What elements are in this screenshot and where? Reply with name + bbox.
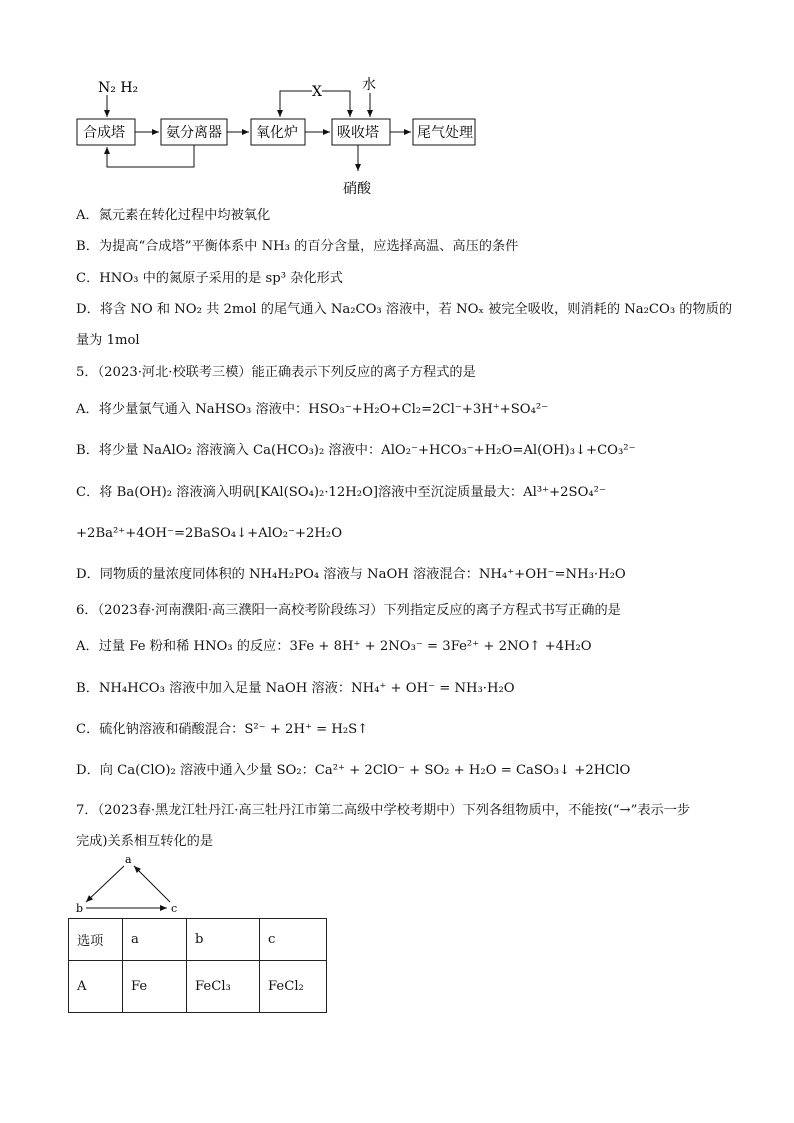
flow-box-synthesis [77,119,135,145]
q4-option-d-line1: D．将含 NO 和 NO₂ 共 2mol 的尾气通入 Na₂CO₃ 溶液中，若 NOₓ 被完全吸收，则消耗的 Na₂CO₃ 的物质的 [76,302,733,317]
svg-text:氧化炉: 氧化炉 [256,125,298,141]
flow-box-ammonia-separator [161,119,227,145]
flow-acid-label: 硝酸 [343,181,371,197]
q6-option-a: A．过量 Fe 粉和稀 HNO₃ 的反应：3Fe + 8H⁺ + 2NO₃⁻ = 3Fe²⁺ + 2NO↑ +4H₂O [76,639,592,654]
q6-option-c: C．硫化钠溶液和硝酸混合：S²⁻ + 2H⁺ = H₂S↑ [76,722,369,737]
q5-option-d: D．同物质的量浓度同体积的 NH₄H₂PO₄ 溶液与 NaOH 溶液混合：NH₄⁺+OH⁻=NH₃·H₂O [76,567,626,582]
svg-text:吸收塔: 吸收塔 [337,125,379,141]
table-cell: FeCl₃ [187,961,260,1013]
q5-option-b: B．将少量 NaAlO₂ 溶液滴入 Ca(HCO₃)₂ 溶液中：AlO₂⁻+HCO₃⁻+H₂O=Al(OH)₃↓+CO₃²⁻ [76,443,636,458]
process-flow-diagram [70,72,490,202]
q6-title: 6．（2023春·河南濮阳·高三濮阳一高校考阶段练习）下列指定反应的离子方程式书写正确的是 [76,603,621,618]
q4-option-d-line2: 量为 1mol [76,333,140,348]
triangle-label-a: a [125,853,132,866]
q7-title-line1: 7．（2023春·黑龙江牡丹江·高三牡丹江市第二高级中学校考期中）下列各组物质中，不能按(“→”表示一步 [76,803,691,818]
abc-triangle-diagram [70,852,190,916]
table-header-cell: b [187,919,260,961]
q5-option-c-line1: C．将 Ba(OH)₂ 溶液滴入明矾[KAl(SO₄)₂·12H₂O]溶液中至沉淀质量最大：Al³⁺+2SO₄²⁻ [76,485,606,500]
q5-option-a: A．将少量氯气通入 NaHSO₃ 溶液中：HSO₃⁻+H₂O+Cl₂=2Cl⁻+3H⁺+SO₄²⁻ [76,402,549,417]
q7-options-table [68,918,327,1013]
table-header-cell: a [123,919,187,961]
table-cell: Fe [123,961,187,1013]
q6-option-d: D．向 Ca(ClO)₂ 溶液中通入少量 SO₂：Ca²⁺ + 2ClO⁻ + SO₂ + H₂O = CaSO₃↓ +2HClO [76,763,631,778]
flow-box-oxidation-furnace [251,119,305,145]
q5-title: 5．（2023·河北·校联考三模）能正确表示下列反应的离子方程式的是 [76,365,476,380]
flow-box-absorption-tower [332,119,390,145]
flow-box-tail-gas [413,119,475,145]
flow-x-label: X [312,84,322,100]
triangle-label-b: b [76,902,84,915]
table-cell: A [69,961,123,1013]
q5-option-c-line2: +2Ba²⁺+4OH⁻=2BaSO₄↓+AlO₂⁻+2H₂O [76,526,343,541]
q7-title-line2: 完成)关系相互转化的是 [76,834,214,849]
table-row [69,961,327,1013]
flow-inputs: N₂ H₂ [98,80,139,96]
table-cell: FeCl₂ [260,961,327,1013]
svg-text:合成塔: 合成塔 [83,125,125,141]
q4-option-c: C．HNO₃ 中的氮原子采用的是 sp³ 杂化形式 [76,271,343,286]
table-header-cell: 选项 [69,919,123,961]
table-header-cell: c [260,919,327,961]
triangle-label-c: c [171,902,178,915]
q6-option-b: B．NH₄HCO₃ 溶液中加入足量 NaOH 溶液：NH₄⁺ + OH⁻ = NH₃·H₂O [76,681,515,696]
q4-option-a: A．氮元素在转化过程中均被氧化 [76,208,271,223]
q4-option-b: B．为提高“合成塔”平衡体系中 NH₃ 的百分含量，应选择高温、高压的条件 [76,239,519,254]
flow-water-label: 水 [362,77,376,93]
table-header-row [69,919,327,961]
svg-text:氨分离器: 氨分离器 [166,125,222,141]
svg-text:尾气处理: 尾气处理 [417,125,473,141]
